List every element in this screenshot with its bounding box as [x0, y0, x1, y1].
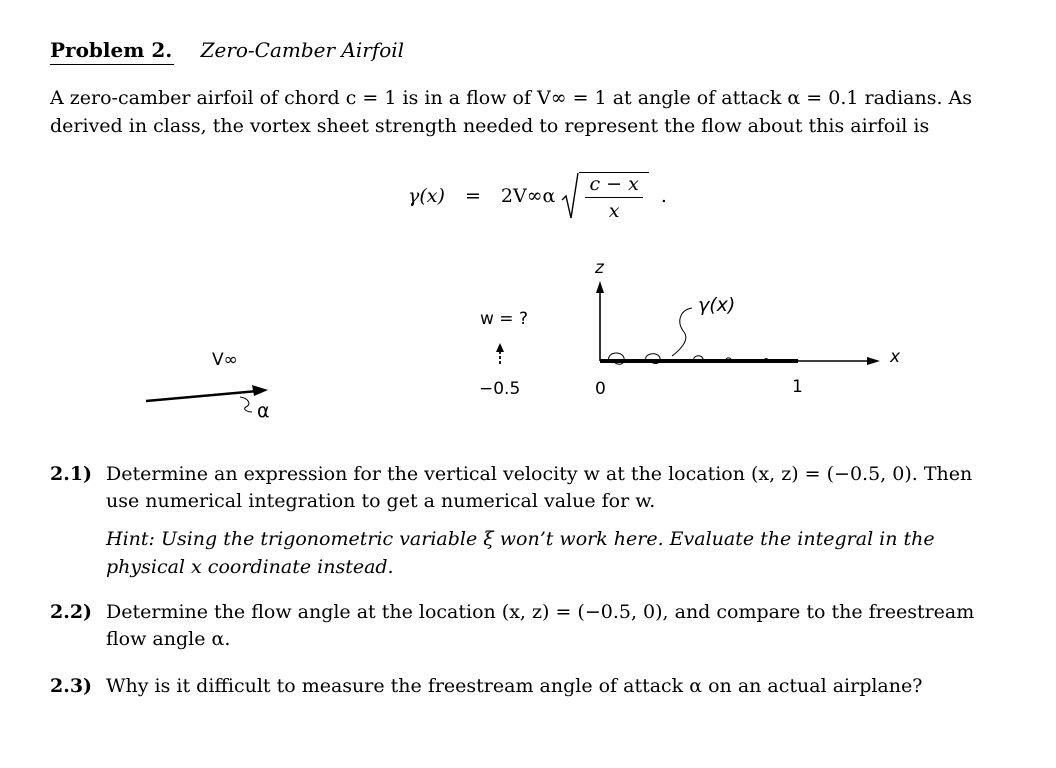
question-number: 2.2)	[50, 601, 93, 623]
question-2-1	[50, 461, 1000, 515]
question-text: Determine the flow angle at the location (x, z) = (−0.5, 0), and compare to the freestream flow angle α.	[106, 601, 975, 650]
chord-end-label: 1	[792, 377, 803, 397]
gamma-pointer-line	[672, 308, 692, 356]
origin-label: 0	[595, 379, 606, 399]
hint-text: Hint: Using the trigonometric variable ξ won’t work here. Evaluate the integral in the physical x coordinate instead.	[106, 528, 935, 578]
gamma-label: γ(x)	[698, 294, 736, 316]
formula-period: .	[660, 185, 667, 207]
intro-paragraph: A zero-camber airfoil of chord c = 1 is in a flow of V∞ = 1 at angle of attack α = 0.1 radians. As derived in class, the vortex sheet strength needed to represent the flow about this airfoil is	[50, 87, 973, 137]
question-2-3	[50, 673, 1000, 700]
question-2-2	[50, 599, 1000, 653]
w-location-label: −0.5	[479, 379, 521, 399]
question-text: Determine an expression for the vertical velocity w at the location (x, z) = (−0.5, 0). Then use numerical integration to get a numerical value for w.	[106, 463, 973, 512]
question-text: Why is it difficult to measure the freestream angle of attack α on an actual airplane?	[106, 675, 923, 697]
problem-number: Problem 2.	[50, 38, 173, 62]
x-axis-label: x	[890, 347, 901, 367]
z-axis	[596, 281, 604, 361]
formula-denominator: x	[608, 200, 620, 222]
alpha-label: α	[257, 400, 270, 422]
alpha-angle-marker	[240, 397, 252, 412]
formula-equals: =	[464, 185, 481, 207]
formula-coefficient: 2V∞α	[500, 185, 556, 207]
w-question-label: w = ?	[480, 309, 528, 329]
problem-title: Zero-Camber Airfoil	[200, 38, 405, 62]
formula-numerator: c − x	[585, 173, 642, 198]
formula-lhs: γ(x)	[408, 185, 445, 207]
z-axis-label: z	[595, 258, 604, 278]
question-number: 2.1)	[50, 463, 93, 485]
w-velocity-arrow	[496, 343, 504, 364]
freestream-label: V∞	[212, 350, 238, 370]
freestream-arrow	[146, 385, 268, 401]
question-number: 2.3)	[50, 675, 93, 697]
